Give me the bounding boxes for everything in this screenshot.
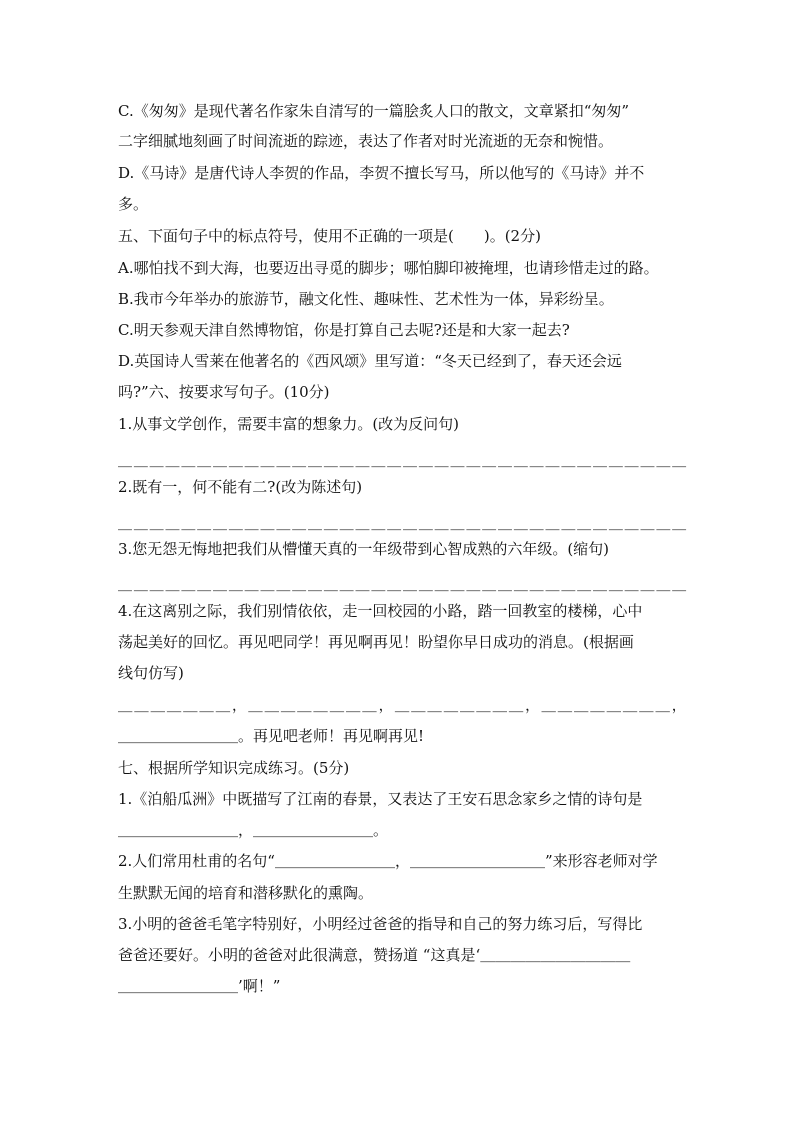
text-line: 生默默无闻的培育和潜移默化的熏陶。 (118, 884, 374, 902)
answer-blank-3[interactable]: ＿＿＿＿＿＿＿＿＿＿＿＿＿＿＿＿＿＿＿＿＿＿＿＿＿＿＿＿＿＿＿＿＿＿＿＿ (118, 575, 689, 593)
text-line: 二字细腻地刻画了时间流逝的踪迹，表达了作者对时光流逝的无奈和惋惜。 (118, 132, 614, 150)
answer-blank-2[interactable]: ＿＿＿＿＿＿＿＿＿＿＿＿＿＿＿＿＿＿＿＿＿＿＿＿＿＿＿＿＿＿＿＿＿＿＿＿ (118, 514, 689, 532)
section-five-heading: 五、下面句子中的标点符号，使用不正确的一项是( )。(2分) (118, 227, 541, 245)
option-a: A.哪怕找不到大海，也要迈出寻觅的脚步；哪怕脚印被掩埋，也请珍惜走过的路。 (118, 259, 659, 277)
question-2: 2.既有一，何不能有二?(改为陈述句) (118, 478, 363, 496)
answer-blank-7-3[interactable]: ＿＿＿＿＿＿＿＿’啊！” (118, 977, 281, 995)
section-six-heading: 吗?”六、按要求写句子。(10分) (118, 383, 330, 401)
text-line: 荡起美好的回忆。再见吧同学！再见啊再见！盼望你早日成功的消息。(根据画 (118, 633, 634, 651)
option-b: B.我市今年举办的旅游节，融文化性、趣味性、艺术性为一体，异彩纷呈。 (118, 290, 614, 308)
answer-blank-4a[interactable]: ＿＿＿＿＿＿＿，＿＿＿＿＿＿＿＿，＿＿＿＿＿＿＿＿，＿＿＿＿＿＿＿＿， (118, 696, 689, 714)
text-line: 多。 (118, 195, 149, 213)
question-3: 3.您无怨无悔地把我们从懵懂天真的一年级带到心智成熟的六年级。(缩句) (118, 540, 610, 558)
answer-blank-7-1[interactable]: ＿＿＿＿＿＿＿＿，＿＿＿＿＿＿＿＿。 (118, 821, 389, 839)
question-7-3: 3.小明的爸爸毛笔字特别好，小明经过爸爸的指导和自己的努力练习后，写得比 (118, 915, 643, 933)
question-4: 4.在这离别之际，我们别情依依，走一回校园的小路，踏一回教室的楼梯，心中 (118, 602, 643, 620)
text-line-option-c-congcong: C.《匆匆》是现代著名作家朱自清写的一篇脍炙人口的散文，文章紧扣“匆匆” (118, 102, 630, 120)
option-c: C.明天参观天津自然博物馆，你是打算自己去呢?还是和大家一起去? (118, 321, 570, 339)
question-7-1: 1.《泊船瓜洲》中既描写了江南的春景，又表达了王安石思念家乡之情的诗句是 (118, 790, 643, 808)
text-line: 线句仿写) (118, 664, 184, 682)
text-line: 爸爸还要好。小明的爸爸对此很满意，赞扬道 “这真是‘＿＿＿＿＿＿＿＿＿＿ (118, 946, 631, 964)
section-seven-heading: 七、根据所学知识完成练习。(5分) (118, 759, 350, 777)
question-7-2: 2.人们常用杜甫的名句“＿＿＿＿＿＿＿＿，＿＿＿＿＿＿＿＿＿”来形容老师对学 (118, 852, 658, 870)
answer-blank-4b[interactable]: ＿＿＿＿＿＿＿＿。再见吧老师！再见啊再见! (118, 727, 425, 745)
answer-blank-1[interactable]: ＿＿＿＿＿＿＿＿＿＿＿＿＿＿＿＿＿＿＿＿＿＿＿＿＿＿＿＿＿＿＿＿＿＿＿＿ (118, 451, 689, 469)
option-d: D.英国诗人雪莱在他著名的《西风颂》里写道：“冬天已经到了，春天还会远 (118, 352, 622, 370)
text-line-option-d-mashi: D.《马诗》是唐代诗人李贺的作品，李贺不擅长写马，所以他写的《马诗》并不 (118, 164, 645, 182)
question-1: 1.从事文学创作，需要丰富的想象力。(改为反问句) (118, 415, 460, 433)
